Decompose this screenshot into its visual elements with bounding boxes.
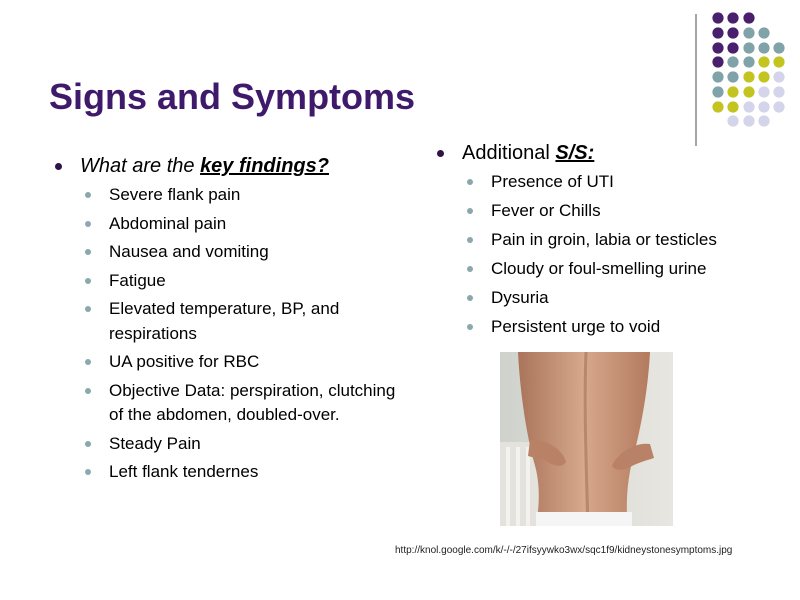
bullet-dot-icon — [437, 150, 444, 157]
sub-bullet-dot-icon — [85, 306, 91, 312]
decorative-dot — [727, 86, 738, 97]
decorative-dot — [758, 27, 769, 38]
sub-bullet-dot-icon — [85, 221, 91, 227]
sub-bullet-dot-icon — [85, 192, 91, 198]
sub-bullet-dot-icon — [85, 441, 91, 447]
sub-bullet-dot-icon — [467, 179, 473, 185]
left-list-item-text: UA positive for RBC — [109, 352, 260, 371]
right-list-item — [466, 286, 782, 311]
right-heading-item — [437, 139, 782, 340]
decorative-dot — [712, 71, 723, 82]
left-heading-emphasis: key findings? — [200, 155, 329, 177]
sub-bullet-dot-icon — [85, 359, 91, 365]
decorative-dot — [727, 42, 738, 53]
right-heading-emphasis: S/S: — [555, 142, 595, 164]
decorative-dot — [712, 27, 723, 38]
right-list-item-text: Persistent urge to void — [491, 317, 661, 336]
right-list-item — [466, 170, 782, 195]
back-pain-illustration-icon — [500, 352, 673, 526]
right-list-item — [466, 199, 782, 224]
left-sub-list — [80, 183, 400, 485]
sub-bullet-dot-icon — [467, 295, 473, 301]
decorative-dot — [773, 101, 784, 112]
decorative-dot — [758, 71, 769, 82]
left-heading-item — [55, 152, 400, 485]
left-list-item — [84, 183, 400, 208]
left-list-item — [84, 460, 400, 485]
decorative-dot — [773, 56, 784, 67]
left-list-item — [84, 269, 400, 294]
left-list-item — [84, 379, 400, 428]
left-list-item-text: Left flank tendernes — [109, 462, 259, 481]
decorative-dot — [727, 12, 738, 23]
decorative-dot — [758, 101, 769, 112]
right-list-item — [466, 228, 782, 253]
left-list-item — [84, 212, 400, 237]
slide-title: Signs and Symptoms — [49, 76, 416, 117]
decorative-dot — [758, 115, 769, 126]
sub-bullet-dot-icon — [467, 266, 473, 272]
left-list-item-text: Severe flank pain — [109, 185, 241, 204]
decorative-dot — [712, 12, 723, 23]
right-list-item — [466, 257, 782, 282]
sub-bullet-dot-icon — [467, 237, 473, 243]
decorative-dot — [743, 27, 754, 38]
decorative-dot — [743, 71, 754, 82]
decorative-dot — [712, 42, 723, 53]
decorative-dot — [773, 86, 784, 97]
decorative-dot — [743, 56, 754, 67]
decorative-dot — [758, 42, 769, 53]
left-list-item-text: Nausea and vomiting — [109, 242, 269, 261]
decorative-dot — [727, 56, 738, 67]
decorative-dot — [712, 101, 723, 112]
decorative-dot — [743, 12, 754, 23]
left-heading-text: What are the — [80, 155, 201, 177]
decorative-dot — [727, 101, 738, 112]
decorative-dot — [773, 42, 784, 53]
decorative-dot — [712, 86, 723, 97]
right-list-item-text: Presence of UTI — [491, 172, 614, 191]
sub-bullet-dot-icon — [85, 278, 91, 284]
left-list-item-text: Abdominal pain — [109, 213, 227, 233]
decorative-dot — [758, 56, 769, 67]
left-list-item — [84, 432, 400, 457]
sub-bullet-dot-icon — [85, 469, 91, 475]
left-list-item-text: Steady Pain — [109, 433, 201, 453]
left-bullet-list — [55, 152, 400, 489]
decorative-dot — [773, 71, 784, 82]
left-list-item-text: Fatigue — [109, 270, 166, 290]
left-list-item-text: Objective Data: perspiration, clutching of the abdomen, doubled-over. — [109, 380, 396, 424]
right-list-item — [466, 315, 782, 340]
decorative-dot — [743, 101, 754, 112]
decorative-dot — [712, 56, 723, 67]
right-list-item-text: Fever or Chills — [491, 201, 601, 220]
left-list-item-text: Elevated temperature, BP, and respirations — [109, 299, 340, 343]
decorative-dot — [743, 115, 754, 126]
sub-bullet-dot-icon — [467, 208, 473, 214]
decorative-dot — [727, 71, 738, 82]
decorative-divider-line — [695, 14, 697, 146]
back-pain-photo — [500, 352, 673, 526]
right-list-item-text: Pain in groin, labia or testicles — [491, 230, 717, 249]
left-list-item — [84, 350, 400, 375]
decorative-dot — [727, 27, 738, 38]
sub-bullet-dot-icon — [85, 249, 91, 255]
right-heading-text: Additional — [462, 142, 556, 164]
sub-bullet-dot-icon — [85, 388, 91, 394]
right-list-item-text: Cloudy or foul-smelling urine — [491, 259, 707, 278]
right-bullet-list — [437, 139, 782, 344]
left-list-item — [84, 240, 400, 265]
decorative-dot — [743, 86, 754, 97]
bullet-dot-icon — [55, 163, 62, 170]
decorative-dot — [743, 42, 754, 53]
image-source-url: http://knol.google.com/k/-/-/27ifsyywko3wx/sqc1f9/kidneystonesymptoms.jpg — [395, 545, 733, 556]
right-list-item-text: Dysuria — [491, 288, 549, 307]
right-sub-list — [462, 170, 782, 340]
decorative-dot — [758, 86, 769, 97]
decorative-dot — [727, 115, 738, 126]
sub-bullet-dot-icon — [467, 324, 473, 330]
left-list-item — [84, 297, 400, 346]
